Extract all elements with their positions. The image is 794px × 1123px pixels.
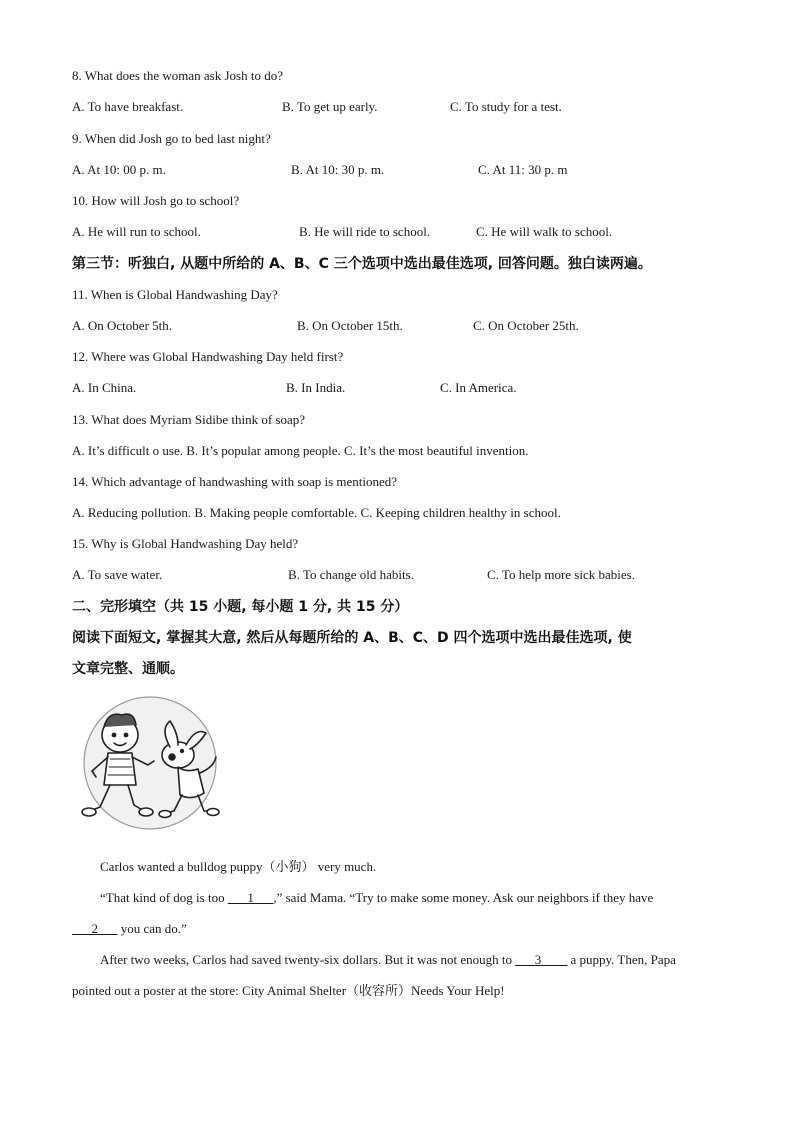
question-10-stem: 10. How will Josh go to school? [72,193,240,208]
blank-1: ___1___ [227,890,274,905]
passage-paragraph-3-line-2: pointed out a poster at the store: City Animal Shelter（收容所）Needs Your Help! [72,983,505,998]
question-8-option-a: A. To have breakfast. [72,99,184,114]
question-15-option-b: B. To change old habits. [288,567,414,582]
question-10-option-b: B. He will ride to school. [299,224,431,239]
question-14-stem: 14. Which advantage of handwashing with soap is mentioned? [72,474,398,489]
question-15-stem: 15. Why is Global Handwashing Day held? [72,536,299,551]
blank-3: ___3____ [515,952,568,967]
question-8-option-b: B. To get up early. [282,99,378,114]
passage-text: After two weeks, Carlos had saved twenty-six dollars. But it was not enough to [100,952,516,967]
question-11-option-c: C. On October 25th. [473,318,579,333]
passage-text: you can do.” [117,921,187,936]
question-13-stem: 13. What does Myriam Sidibe think of soap? [72,412,306,427]
question-11-stem: 11. When is Global Handwashing Day? [72,287,278,302]
section-3-heading: 第三节：听独白, 从题中所给的 A、B、C 三个选项中选出最佳选项, 回答问题。独白读两遍。 [72,256,652,272]
question-13-options: A. It’s difficult o use. B. It’s popular among people. C. It’s the most beautiful invention. [72,443,529,458]
blank-2: ___2___ [72,921,118,936]
question-8-stem: 8. What does the woman ask Josh to do? [72,68,283,83]
question-12-option-a: A. In China. [72,380,137,395]
passage-paragraph-2-line-2 [72,920,187,938]
question-9-stem: 9. When did Josh go to bed last night? [72,131,271,146]
question-10-option-c: C. He will walk to school. [476,224,613,239]
question-9-option-a: A. At 10: 00 p. m. [72,162,166,177]
question-14-options: A. Reducing pollution. B. Making people comfortable. C. Keeping children healthy in school. [72,505,561,520]
passage-text: ,” said Mama. “Try to make some money. Ask our neighbors if they have [273,890,654,905]
part-2-heading: 二、完形填空（共 15 小题, 每小题 1 分, 共 15 分） [72,599,409,615]
question-12-option-c: C. In America. [440,380,517,395]
question-11-option-a: A. On October 5th. [72,318,173,333]
question-9-option-c: C. At 11: 30 p. m [478,162,568,177]
passage-text: “That kind of dog is too [100,890,228,905]
question-10-option-a: A. He will run to school. [72,224,201,239]
passage-paragraph-3-line-1 [100,951,676,969]
question-11-option-b: B. On October 15th. [297,318,403,333]
question-15-option-a: A. To save water. [72,567,163,582]
question-15-option-c: C. To help more sick babies. [487,567,635,582]
boy-and-dog-cartoon-icon [74,693,226,833]
passage-paragraph-2-line-1 [100,889,653,907]
question-9-option-b: B. At 10: 30 p. m. [291,162,385,177]
question-12-option-b: B. In India. [286,380,346,395]
question-12-stem: 12. Where was Global Handwashing Day held first? [72,349,344,364]
part-2-instruction-line-1: 阅读下面短文, 掌握其大意, 然后从每题所给的 A、B、C、D 四个选项中选出最佳选项, 使 [72,630,632,646]
passage-text: a puppy. Then, Papa [567,952,676,967]
part-2-instruction-line-2: 文章完整、通顺。 [72,661,184,677]
passage-paragraph-1: Carlos wanted a bulldog puppy（小狗） very much. [100,859,377,874]
question-8-option-c: C. To study for a test. [450,99,562,114]
